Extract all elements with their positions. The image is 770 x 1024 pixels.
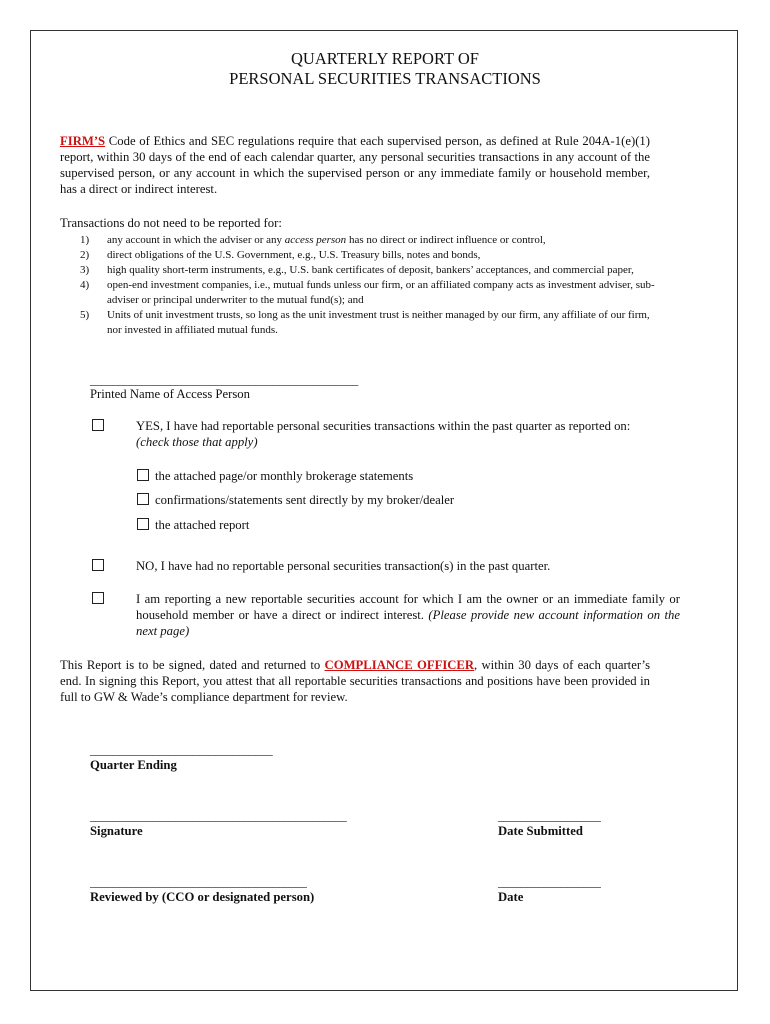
exclusions-list [80, 233, 660, 338]
date-line[interactable]: __________________ [498, 875, 601, 889]
new-account-option-text: I am reporting a new reportable securities account for which I am the owner or an immediate family or household member or have a direct or indirect interest. (Please provide new account information on the next page) [136, 592, 681, 638]
yes-option-text: YES, I have had reportable personal securities transactions within the past quarter as reported on: [136, 419, 631, 433]
list-item: 4) open-end investment companies, i.e., mutual funds unless our firm, or an affiliated company acts as investment adviser, sub-adviser or principal underwriter to the mutual fund(s); and [80, 279, 655, 306]
date-submitted-label: Date Submitted [498, 824, 583, 838]
new-account-checkbox[interactable] [92, 592, 104, 604]
list-item: 2) direct obligations of the U.S. Government, e.g., U.S. Treasury bills, notes and bonds, [80, 249, 481, 261]
printed-name-label: Printed Name of Access Person [90, 387, 250, 401]
reviewed-by-line[interactable]: ______________________________________ [90, 875, 307, 889]
list-item: 1) any account in which the adviser or any access person has no direct or indirect influence or control, [80, 234, 546, 246]
compliance-officer: COMPLIANCE OFFICER [324, 658, 475, 672]
firm-name: FIRM’S [60, 134, 106, 148]
title-line-1: QUARTERLY REPORT OF [291, 49, 479, 68]
closing-paragraph: This Report is to be signed, dated and returned to COMPLIANCE OFFICER, within 30 days of each quarter’s end. In signing this Report, you attest that all reportable securities transactions and positions have been provided in full to GW & Wade’s compliance department for review. [60, 658, 651, 704]
attached-page-label: the attached page/or monthly brokerage statements [155, 469, 414, 483]
yes-option-note: (check those that apply) [136, 435, 258, 449]
attached-page-checkbox[interactable] [137, 469, 149, 481]
intro-text: Code of Ethics and SEC regulations require that each supervised person, as defined at Rule 204A-1(e)(1) report, within 30 days of the end of each calendar quarter, any personal securities transactions in any account of the supervised person, or any account in which the supervised person or any immediate family or household member, has a direct or indirect interest. [60, 134, 650, 196]
attached-report-label: the attached report [155, 518, 250, 532]
reviewed-by-label: Reviewed by (CCO or designated person) [90, 890, 315, 904]
signature-label: Signature [90, 824, 143, 838]
intro-paragraph [60, 133, 650, 197]
attached-report-checkbox[interactable] [137, 518, 149, 530]
quarter-ending-line[interactable]: ________________________________ [90, 743, 273, 757]
page-title [0, 49, 770, 89]
printed-name-line[interactable]: _______________________________________________ [90, 373, 358, 387]
list-item: 3) high quality short-term instruments, e.g., U.S. bank certificates of deposit, bankers’ acceptances, and commercial paper, [80, 264, 634, 276]
date-submitted-line[interactable]: __________________ [498, 809, 601, 823]
no-option-text: NO, I have had no reportable personal securities transaction(s) in the past quarter. [136, 559, 551, 573]
broker-confirmations-checkbox[interactable] [137, 493, 149, 505]
list-item: 5) Units of unit investment trusts, so long as the unit investment trust is neither managed by our firm, any affiliate of our firm, nor invested in affiliated mutual funds. [80, 309, 650, 336]
yes-checkbox[interactable] [92, 419, 104, 431]
signature-line[interactable]: _____________________________________________ [90, 809, 347, 823]
exclusions-heading: Transactions do not need to be reported for: [60, 216, 282, 230]
date-label: Date [498, 890, 524, 904]
title-line-2: PERSONAL SECURITIES TRANSACTIONS [229, 69, 541, 88]
quarter-ending-label: Quarter Ending [90, 758, 177, 772]
no-checkbox[interactable] [92, 559, 104, 571]
broker-confirmations-label: confirmations/statements sent directly by my broker/dealer [155, 493, 455, 507]
